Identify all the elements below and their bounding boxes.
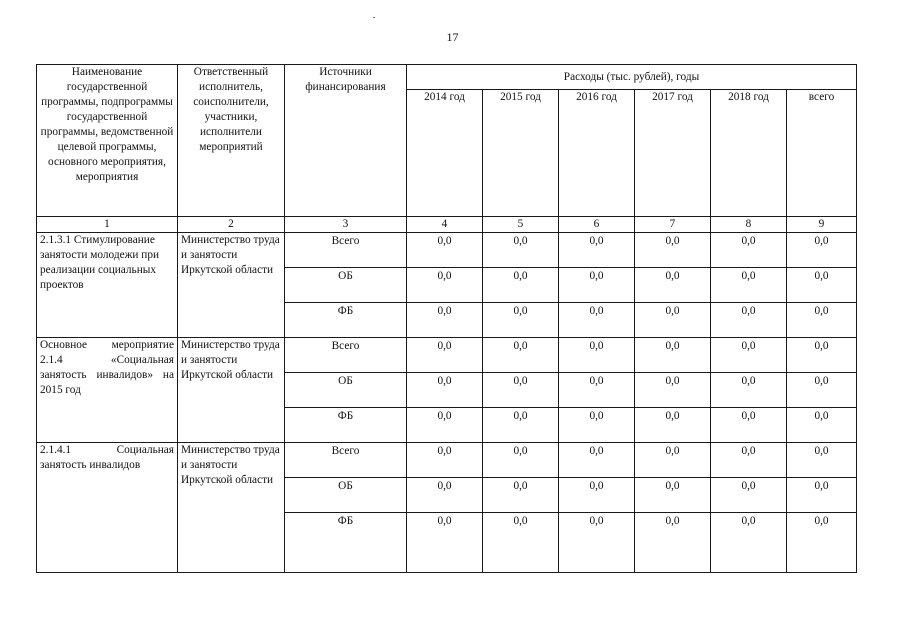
funding-source: ФБ	[285, 303, 407, 338]
value-cell: 0,0	[559, 233, 635, 268]
value-cell: 0,0	[787, 303, 857, 338]
header-year: 2017 год	[635, 90, 711, 217]
value-cell: 0,0	[407, 513, 483, 573]
value-cell: 0,0	[483, 338, 559, 373]
value-cell: 0,0	[407, 443, 483, 478]
value-cell: 0,0	[635, 373, 711, 408]
funding-source: ОБ	[285, 268, 407, 303]
value-cell: 0,0	[483, 233, 559, 268]
value-cell: 0,0	[559, 373, 635, 408]
header-responsible: Ответственный исполнитель, соисполнители, участники, исполнители мероприятий	[178, 65, 285, 217]
value-cell: 0,0	[559, 513, 635, 573]
value-cell: 0,0	[559, 303, 635, 338]
value-cell: 0,0	[711, 338, 787, 373]
header-year: 2015 год	[483, 90, 559, 217]
funding-source: Всего	[285, 443, 407, 478]
column-number-row	[37, 217, 857, 233]
value-cell: 0,0	[787, 513, 857, 573]
header-expenses: Расходы (тыс. рублей), годы	[407, 65, 857, 90]
responsible-executor: Министерство труда и занятости Иркутской области	[178, 443, 285, 573]
column-number: 4	[407, 217, 483, 233]
scan-speck	[373, 17, 375, 18]
column-number: 2	[178, 217, 285, 233]
value-cell: 0,0	[711, 233, 787, 268]
value-cell: 0,0	[483, 303, 559, 338]
value-cell: 0,0	[407, 233, 483, 268]
value-cell: 0,0	[635, 303, 711, 338]
column-number: 1	[37, 217, 178, 233]
value-cell: 0,0	[407, 478, 483, 513]
value-cell: 0,0	[787, 408, 857, 443]
value-cell: 0,0	[635, 443, 711, 478]
funding-source: ФБ	[285, 513, 407, 573]
value-cell: 0,0	[635, 233, 711, 268]
value-cell: 0,0	[483, 513, 559, 573]
value-cell: 0,0	[635, 408, 711, 443]
value-cell: 0,0	[483, 478, 559, 513]
value-cell: 0,0	[407, 338, 483, 373]
value-cell: 0,0	[787, 478, 857, 513]
value-cell: 0,0	[407, 303, 483, 338]
value-cell: 0,0	[787, 373, 857, 408]
table-row	[37, 443, 857, 478]
column-number: 5	[483, 217, 559, 233]
value-cell: 0,0	[483, 373, 559, 408]
value-cell: 0,0	[711, 408, 787, 443]
value-cell: 0,0	[483, 268, 559, 303]
value-cell: 0,0	[483, 408, 559, 443]
value-cell: 0,0	[711, 478, 787, 513]
value-cell: 0,0	[559, 338, 635, 373]
page-number: 17	[446, 30, 459, 44]
value-cell: 0,0	[711, 513, 787, 573]
budget-table	[36, 64, 857, 573]
header-source: Источники финансирования	[285, 65, 407, 217]
responsible-executor: Министерство труда и занятости Иркутской области	[178, 338, 285, 443]
value-cell: 0,0	[483, 443, 559, 478]
activity-name: 2.1.3.1 Стимулирование занятости молодежи при реализации социальных проектов	[37, 233, 178, 338]
value-cell: 0,0	[787, 443, 857, 478]
funding-source: Всего	[285, 338, 407, 373]
value-cell: 0,0	[635, 513, 711, 573]
column-number: 9	[787, 217, 857, 233]
header-year: 2018 год	[711, 90, 787, 217]
funding-source: Всего	[285, 233, 407, 268]
funding-source: ОБ	[285, 373, 407, 408]
value-cell: 0,0	[635, 478, 711, 513]
funding-source: ФБ	[285, 408, 407, 443]
responsible-executor: Министерство труда и занятости Иркутской области	[178, 233, 285, 338]
value-cell: 0,0	[711, 303, 787, 338]
column-number: 7	[635, 217, 711, 233]
value-cell: 0,0	[559, 408, 635, 443]
value-cell: 0,0	[787, 338, 857, 373]
table-row	[37, 233, 857, 268]
column-number: 3	[285, 217, 407, 233]
funding-source: ОБ	[285, 478, 407, 513]
header-total: всего	[787, 90, 857, 217]
value-cell: 0,0	[559, 478, 635, 513]
activity-name: 2.1.4.1 Социальная занятость инвалидов	[37, 443, 178, 573]
value-cell: 0,0	[559, 443, 635, 478]
value-cell: 0,0	[407, 408, 483, 443]
value-cell: 0,0	[711, 268, 787, 303]
value-cell: 0,0	[787, 233, 857, 268]
value-cell: 0,0	[407, 268, 483, 303]
header-row	[37, 65, 857, 90]
value-cell: 0,0	[787, 268, 857, 303]
value-cell: 0,0	[711, 373, 787, 408]
column-number: 6	[559, 217, 635, 233]
column-number: 8	[711, 217, 787, 233]
value-cell: 0,0	[711, 443, 787, 478]
value-cell: 0,0	[559, 268, 635, 303]
header-name: Наименование государственной программы, подпрограммы государственной программы, ведомственной целевой программы, основного мероприятия, мероприятия	[37, 65, 178, 217]
header-year: 2016 год	[559, 90, 635, 217]
value-cell: 0,0	[635, 338, 711, 373]
value-cell: 0,0	[407, 373, 483, 408]
header-year: 2014 год	[407, 90, 483, 217]
activity-name: Основное мероприятие 2.1.4 «Социальная занятость инвалидов» на 2015 год	[37, 338, 178, 443]
table-row	[37, 338, 857, 373]
value-cell: 0,0	[635, 268, 711, 303]
